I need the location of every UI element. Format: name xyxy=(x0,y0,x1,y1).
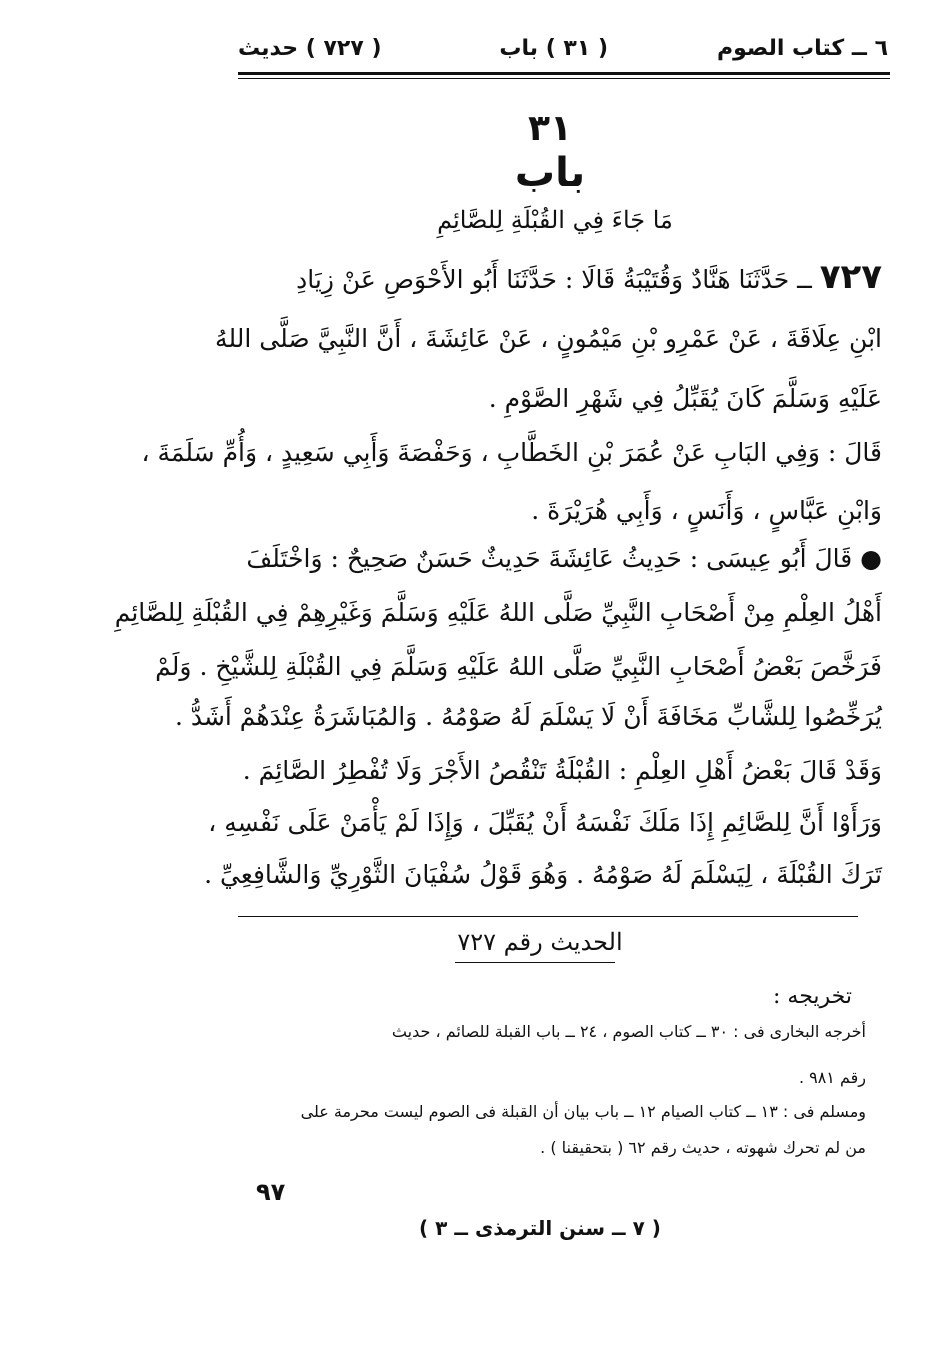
header-rule xyxy=(238,72,890,75)
notes-title-underline xyxy=(455,962,615,963)
hadith-line xyxy=(214,257,882,297)
hadith-line: فَرَخَّصَ بَعْضُ أَصْحَابِ النَّبِيِّ صَلَّى اللهُ عَلَيْهِ وَسَلَّمَ فِي القُبْلَةِ لِلشَّيْخِ . وَلَمْ xyxy=(155,652,882,681)
hadith-line: وَابْنِ عَبَّاسٍ ، وَأَنَسٍ ، وَأَبِي هُرَيْرَةَ . xyxy=(531,496,882,525)
hadith-line: وَقَدْ قَالَ بَعْضُ أَهْلِ العِلْمِ : القُبْلَةُ تَنْقُصُ الأَجْرَ وَلَا تُفْطِرُ الصَّائِمَ . xyxy=(242,756,882,785)
hadith-line-text: ــ حَدَّثَنَا هَنَّادٌ وَقُتَيْبَةُ قَالَا : حَدَّثَنَا أَبُو الأَحْوَصِ عَنْ زِيَادِ xyxy=(296,265,812,294)
note-line: رقم ٩٨١ . xyxy=(798,1068,866,1087)
chapter-title: مَا جَاءَ فِي القُبْلَةِ لِلصَّائِمِ xyxy=(437,206,673,234)
hadith-line: ابْنِ عِلَاقَةَ ، عَنْ عَمْرِو بْنِ مَيْمُونٍ ، عَنْ عَائِشَةَ ، أَنَّ النَّبِيَّ صَلَّى اللهُ xyxy=(215,324,882,353)
hadith-line: قَالَ : وَفِي البَابِ عَنْ عُمَرَ بْنِ الخَطَّابِ ، وَحَفْصَةَ وَأَبِي سَعِيدٍ ، وَأُمِّ سَلَمَةَ ، xyxy=(141,438,882,467)
hadith-line: عَلَيْهِ وَسَلَّمَ كَانَ يُقَبِّلُ فِي شَهْرِ الصَّوْمِ . xyxy=(488,384,882,413)
notes-label: تخريجه : xyxy=(773,984,852,1009)
page-number: ٩٧ xyxy=(256,1178,286,1206)
header-book-title: ٦ ــ كتاب الصوم xyxy=(717,36,888,61)
header-hadith: ( ٧٢٧ ) حديث xyxy=(238,36,382,61)
notes-title: الحديث رقم ٧٢٧ xyxy=(457,928,623,956)
hadith-line: تَرَكَ القُبْلَةَ ، لِيَسْلَمَ لَهُ صَوْمُهُ . وَهُوَ قَوْلُ سُفْيَانَ الثَّوْرِيِّ وَالشَّافِعِيِّ . xyxy=(204,860,882,889)
hadith-line: أَهْلُ العِلْمِ مِنْ أَصْحَابِ النَّبِيِّ صَلَّى اللهُ عَلَيْهِ وَسَلَّمَ وَغَيْرِهِمْ فِي القُبْلَةِ لِلصَّائِمِ xyxy=(114,598,882,627)
header-rule-thin xyxy=(238,78,890,79)
note-line: من لم تحرك شهوته ، حديث رقم ٦٢ ( بتحقيقنا ) . xyxy=(540,1138,866,1157)
note-line: ومسلم فى : ١٣ ــ كتاب الصيام ١٢ ــ باب بيان أن القبلة فى الصوم ليست محرمة على xyxy=(300,1102,866,1121)
hadith-line: ● قَالَ أَبُو عِيسَى : حَدِيثُ عَائِشَةَ حَدِيثٌ حَسَنٌ صَحِيحٌ : وَاخْتَلَفَ xyxy=(246,544,882,573)
header-chapter: ( ٣١ ) باب xyxy=(499,36,608,61)
hadith-line: وَرَأَوْا أَنَّ لِلصَّائِمِ إِذَا مَلَكَ نَفْسَهُ أَنْ يُقَبِّلَ ، وَإِذَا لَمْ يَأْمَنْ عَلَى نَفْسِهِ ، xyxy=(208,808,882,837)
chapter-heading: باب xyxy=(514,150,586,196)
hadith-number: ٧٢٧ xyxy=(819,257,882,297)
running-header xyxy=(238,30,888,72)
footer-signature: ( ٧ ــ سنن الترمذى ــ ٣ ) xyxy=(419,1216,661,1240)
hadith-line: يُرَخِّصُوا لِلشَّابِّ مَخَافَةَ أَنْ لَا يَسْلَمَ لَهُ صَوْمُهُ . وَالمُبَاشَرَةُ عِنْدَهُمْ أَشَدُّ . xyxy=(174,702,882,731)
section-divider xyxy=(238,916,858,917)
note-line: أخرجه البخارى فى : ٣٠ ــ كتاب الصوم ، ٢٤ ــ باب القبلة للصائم ، حديث xyxy=(391,1022,866,1041)
chapter-number: ٣١ xyxy=(528,108,572,149)
